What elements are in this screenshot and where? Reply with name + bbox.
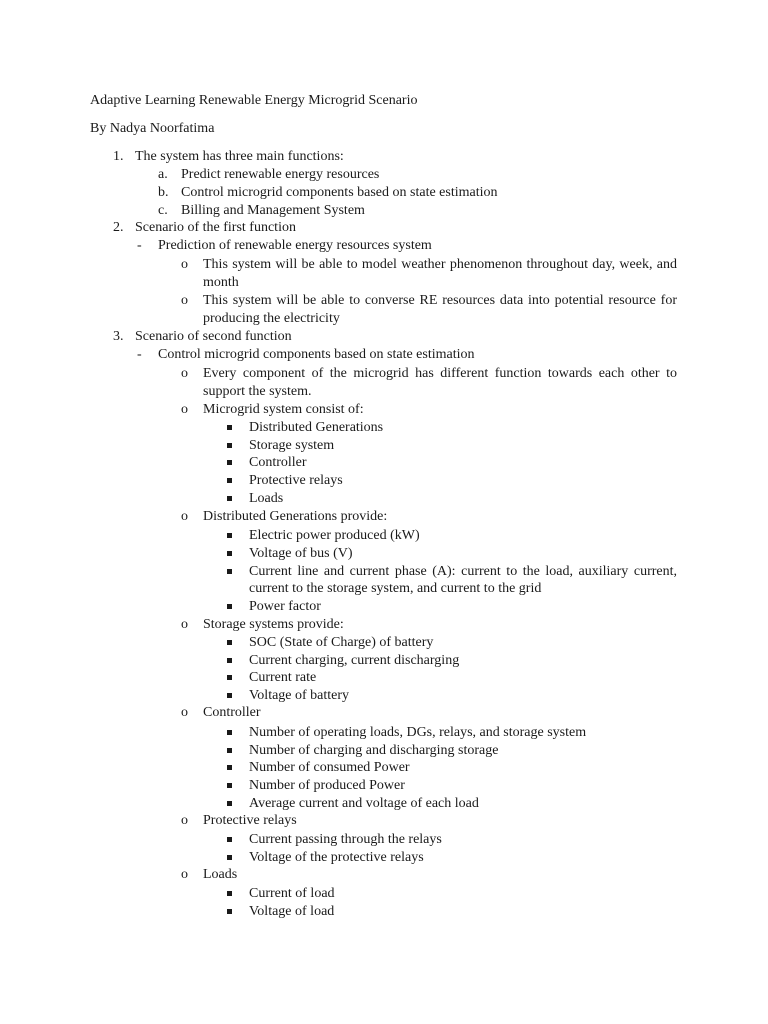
- list-item: Voltage of battery: [249, 688, 350, 703]
- list-item: Distributed Generations: [249, 420, 384, 435]
- list-item: Number of consumed Power: [249, 760, 410, 775]
- list-number: 1.: [113, 149, 124, 164]
- square-bullet-icon: [227, 765, 232, 770]
- point-text-continued: producing the electricity: [203, 311, 340, 326]
- subsection-heading: Control microgrid components based on state estimation: [158, 347, 475, 362]
- list-item: Storage system: [249, 438, 335, 453]
- square-bullet-icon: [227, 604, 232, 609]
- square-bullet-icon: [227, 478, 232, 483]
- point-text: This system will be able to model weather phenomenon throughout day, week, and: [203, 257, 677, 272]
- list-item: Electric power produced (kW): [249, 528, 420, 543]
- circle-bullet: o: [181, 813, 188, 828]
- list-letter: b.: [158, 185, 169, 200]
- point-text-continued: month: [203, 275, 239, 290]
- dash-marker: -: [137, 347, 142, 362]
- list-number: 2.: [113, 220, 124, 235]
- square-bullet-icon: [227, 658, 232, 663]
- list-item: Number of operating loads, DGs, relays, and storage system: [249, 725, 587, 740]
- square-bullet-icon: [227, 569, 232, 574]
- square-bullet-icon: [227, 855, 232, 860]
- square-bullet-icon: [227, 425, 232, 430]
- circle-bullet: o: [181, 509, 188, 524]
- section-heading: Scenario of the first function: [135, 220, 296, 235]
- list-item: Current charging, current discharging: [249, 653, 460, 668]
- circle-bullet: o: [181, 617, 188, 632]
- square-bullet-icon: [227, 693, 232, 698]
- square-bullet-icon: [227, 443, 232, 448]
- point-text: Protective relays: [203, 813, 297, 828]
- list-item: Loads: [249, 491, 284, 506]
- list-letter: a.: [158, 167, 168, 182]
- list-item: Current line and current phase (A): current to the load, auxiliary current,: [249, 564, 677, 579]
- square-bullet-icon: [227, 801, 232, 806]
- square-bullet-icon: [227, 496, 232, 501]
- circle-bullet: o: [181, 293, 188, 308]
- list-item: Current of load: [249, 886, 335, 901]
- point-text-continued: support the system.: [203, 384, 312, 399]
- list-item: SOC (State of Charge) of battery: [249, 635, 434, 650]
- square-bullet-icon: [227, 551, 232, 556]
- dash-marker: -: [137, 238, 142, 253]
- circle-bullet: o: [181, 366, 188, 381]
- circle-bullet: o: [181, 867, 188, 882]
- list-item: Voltage of the protective relays: [249, 850, 424, 865]
- list-item-continued: current to the storage system, and current to the grid: [249, 581, 542, 596]
- list-item: Number of charging and discharging storage: [249, 743, 499, 758]
- list-item: Billing and Management System: [181, 203, 365, 218]
- list-item: Control microgrid components based on state estimation: [181, 185, 498, 200]
- list-item: Protective relays: [249, 473, 343, 488]
- list-item: Current rate: [249, 670, 317, 685]
- circle-bullet: o: [181, 402, 188, 417]
- circle-bullet: o: [181, 257, 188, 272]
- square-bullet-icon: [227, 837, 232, 842]
- square-bullet-icon: [227, 640, 232, 645]
- list-item: Current passing through the relays: [249, 832, 442, 847]
- square-bullet-icon: [227, 891, 232, 896]
- point-text: Distributed Generations provide:: [203, 509, 388, 524]
- list-item: Power factor: [249, 599, 321, 614]
- square-bullet-icon: [227, 730, 232, 735]
- point-text: Storage systems provide:: [203, 617, 344, 632]
- list-item: Voltage of load: [249, 904, 335, 919]
- square-bullet-icon: [227, 675, 232, 680]
- square-bullet-icon: [227, 533, 232, 538]
- point-text: Microgrid system consist of:: [203, 402, 364, 417]
- point-text: Loads: [203, 867, 238, 882]
- list-item: Predict renewable energy resources: [181, 167, 380, 182]
- document-title: Adaptive Learning Renewable Energy Microgrid Scenario: [90, 93, 418, 108]
- list-letter: c.: [158, 203, 168, 218]
- square-bullet-icon: [227, 909, 232, 914]
- square-bullet-icon: [227, 783, 232, 788]
- point-text: Controller: [203, 705, 261, 720]
- list-item: Controller: [249, 455, 307, 470]
- point-text: This system will be able to converse RE resources data into potential resource for: [203, 293, 677, 308]
- list-item: Average current and voltage of each load: [249, 796, 479, 811]
- subsection-heading: Prediction of renewable energy resources system: [158, 238, 432, 253]
- list-item: Number of produced Power: [249, 778, 405, 793]
- list-number: 3.: [113, 329, 124, 344]
- section-heading: The system has three main functions:: [135, 149, 344, 164]
- square-bullet-icon: [227, 460, 232, 465]
- point-text: Every component of the microgrid has different function towards each other to: [203, 366, 677, 381]
- circle-bullet: o: [181, 705, 188, 720]
- section-heading: Scenario of second function: [135, 329, 292, 344]
- list-item: Voltage of bus (V): [249, 546, 353, 561]
- square-bullet-icon: [227, 748, 232, 753]
- document-author: By Nadya Noorfatima: [90, 121, 215, 136]
